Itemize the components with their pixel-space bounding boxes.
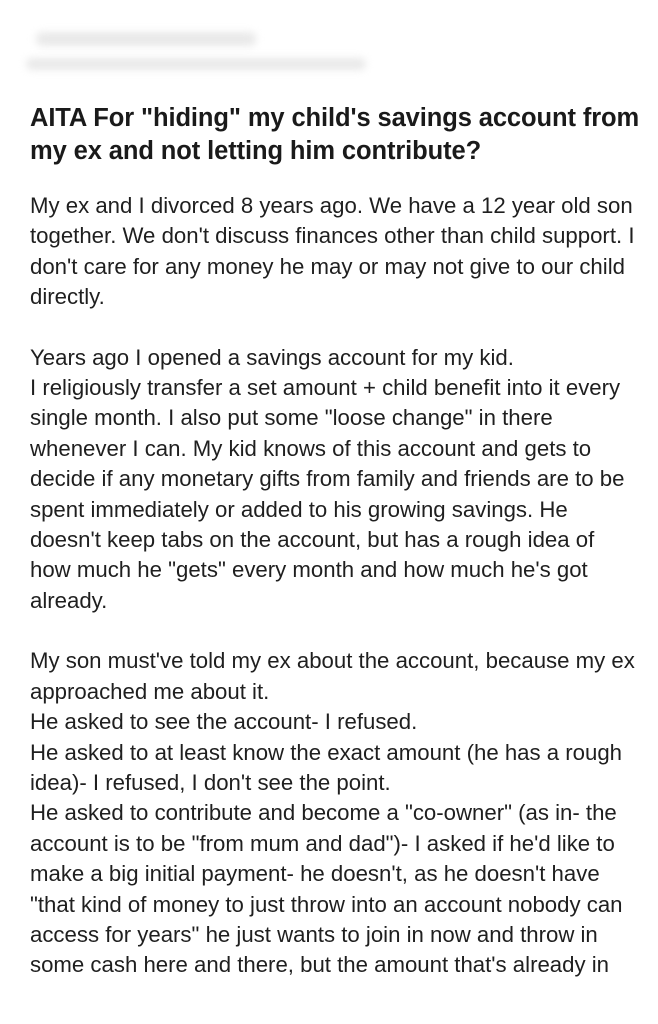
post-body [30, 191, 640, 981]
blurred-username-header [26, 10, 386, 80]
post-paragraph-1: My ex and I divorced 8 years ago. We have a 12 year old son together. We don't discuss finances other than child support. I don't care for any money he may or may not give to our child directly. [30, 193, 635, 310]
post-paragraph-2: Years ago I opened a savings account for my kid. I religiously transfer a set amount + child benefit into it every single month. I also put some "loose change" in there whenever I can. My kid knows of this account and gets to decide if any monetary gifts from family and friends are to be spent immediately or added to his growing savings. He doesn't keep tabs on the account, but has a rough idea of how much he "gets" every month and how much he's got already. [30, 344, 625, 613]
blurred-header-line-2 [26, 58, 366, 70]
post [30, 102, 640, 1011]
post-paragraph-3: My son must've told my ex about the account, because my ex approached me about it. He asked to see the account- I refused. He asked to at least know the exact amount (he has a rough idea)- I refused, I don't see the point. He asked to contribute and become a "co-owner" (as in- the account is to be "from mum and dad")- I asked if he'd like to make a big initial payment- he doesn't, as he doesn't have "that kind of money to just throw into an account nobody can access for years" he just wants to join in now and throw in some cash here and there, but the amount that's already in [30, 648, 635, 978]
post-title: AITA For "hiding" my child's savings account from my ex and not letting him contribute? [30, 104, 640, 165]
blurred-header-line-1 [36, 32, 256, 46]
